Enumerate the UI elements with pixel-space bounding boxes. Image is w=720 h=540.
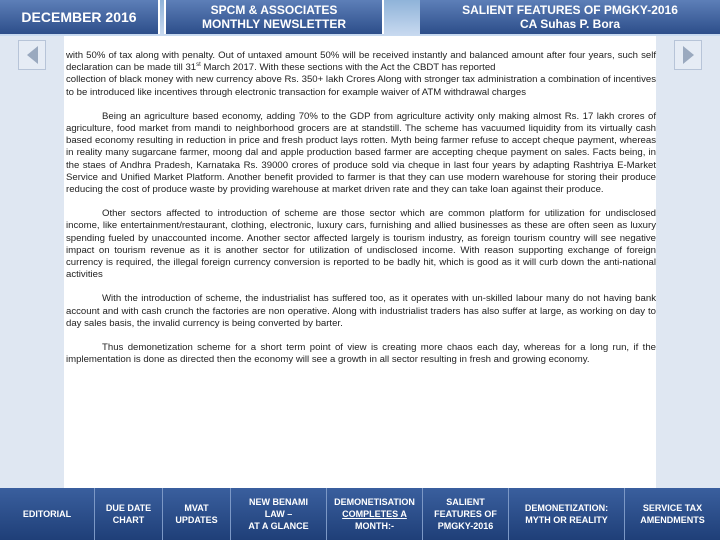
newsletter-title-line2: MONTHLY NEWSLETTER	[201, 17, 346, 31]
nav-mvat-label-2: UPDATES	[175, 515, 218, 525]
paragraph-1-sup: st	[196, 62, 201, 69]
nav-benami-label-1: NEW BENAMI	[248, 497, 308, 507]
paragraph-3: Other sectors affected to introduction of scheme are those sector which are common platform for utilization for undisclosed income, like entertainment/restaurant, clothing, electronic, luxury cars, furnishing and allied businesses as these are often seen as luxury spending fueled by unaccounted income. Another sector affected largely is tourism industry, as foreign tourism country will see negative impact on tourism revenue as it is another sector for utilization of undisclosed income. With reason supporting exchange of foreign currency is required, the illegal foreign currency conversion is reported to be badly hit, which is good as it will curb down the anti-national activities	[66, 208, 656, 281]
nav-editorial[interactable]	[0, 488, 94, 540]
paragraph-1-part-a: with 50% of tax along with penalty. Out of untaxed amount 50% will be received instantly and balanced amount after four years, such self declaration can be made till 31	[66, 50, 656, 74]
nav-due-date-label-2: CHART	[112, 515, 145, 525]
paragraph-2: Being an agriculture based economy, adding 70% to the GDP from agriculture activity only making almost Rs. 17 lakh crores of agriculture, food market from mandi to neighborhood grocers are at standstill. The scheme has vacuumed liquidity from its virtually cash based economy resulting in reduction in price and fresh product lays rotten. Myth being farmer refuse to accept cheque payment, whereas in reality many sugarcane farmer, moong dal and apple production based farmer are accepting cheque payment on sales. Facts being, in the staes of Andhra Pradesh, Karnataka Rs. 39000 crores of produce sold via cheque in last four years by adapting Rashtriya E-Market Service and Unified Market Platform. Another benefit provided to farmer is that they can use modern warehouse for storing their produce reducing the cost of produce waste by providing warehouse at market driven rate and they can take loan against their produce.	[66, 110, 656, 196]
article-title	[420, 0, 720, 34]
nav-service-tax-label-1: SERVICE TAX	[642, 503, 703, 513]
right-side-panel	[656, 36, 720, 488]
article-body	[66, 50, 656, 378]
nav-demonetisation-label-1: DEMONETISATION	[334, 497, 415, 507]
nav-benami-label-2: LAW –	[264, 509, 293, 519]
nav-demonetisation-label-3: MONTH:-	[355, 521, 394, 531]
paragraph-4: With the introduction of scheme, the industrialist has suffered too, as it operates with un-skilled labour many do not having bank account and with cash crunch the factories are non operative. Along with industrialist traders has also suffer at large, as working on day to day sales basis, the invalid currency is being converted by barter.	[66, 293, 656, 329]
nav-service-tax-amendments[interactable]	[624, 488, 720, 540]
header-bar	[0, 0, 720, 36]
nav-salient-label-2: FEATURES OF	[434, 509, 497, 519]
newsletter-title-line1: SPCM & ASSOCIATES	[210, 3, 338, 17]
previous-page-button[interactable]	[18, 40, 46, 70]
paragraph-1	[66, 50, 656, 99]
issue-month	[0, 0, 160, 34]
paragraph-1-part-c: collection of black money with new currency above Rs. 350+ lakh Crores Along with stronger tax administration a combination of incentives to be introduced like incentives through electronic transaction for example waiver of ATM withdrawal charges	[66, 74, 656, 98]
nav-salient-label-3: PMGKY-2016	[437, 521, 494, 531]
nav-demonetization-myth[interactable]	[508, 488, 624, 540]
nav-due-date-label-1: DUE DATE	[105, 503, 152, 513]
nav-new-benami-law[interactable]	[230, 488, 326, 540]
nav-demonetisation-label-2: COMPLETES A	[342, 509, 407, 519]
nav-myth-label-1: DEMONETIZATION:	[524, 503, 609, 513]
arrow-left-icon	[27, 46, 38, 64]
nav-salient-label-1: SALIENT	[446, 497, 485, 507]
nav-editorial-label: EDITORIAL	[22, 509, 72, 519]
arrow-right-icon	[683, 46, 694, 64]
article-title-line1: SALIENT FEATURES OF PMGKY-2016	[462, 3, 678, 17]
left-side-panel	[0, 36, 64, 488]
next-page-button[interactable]	[674, 40, 702, 70]
issue-month-text: DECEMBER 2016	[21, 9, 137, 25]
nav-myth-label-2: MYTH OR REALITY	[525, 515, 608, 525]
nav-due-date-chart[interactable]	[94, 488, 162, 540]
article-author: CA Suhas P. Bora	[519, 17, 621, 31]
nav-mvat-label-1: MVAT	[184, 503, 209, 513]
newsletter-title	[164, 0, 384, 34]
nav-demonetisation-month[interactable]	[326, 488, 422, 540]
nav-mvat-updates[interactable]	[162, 488, 230, 540]
nav-benami-label-3: AT A GLANCE	[248, 521, 309, 531]
nav-service-tax-label-2: AMENDMENTS	[640, 515, 705, 525]
nav-salient-features[interactable]	[422, 488, 508, 540]
paragraph-1-part-b: March 2017. With these sections with the Act the CBDT has reported	[200, 62, 496, 74]
footer-nav	[0, 488, 720, 540]
paragraph-5: Thus demonetization scheme for a short term point of view is creating more chaos each day, whereas for a long run, if the implementation is done as directed then the economy will see a growth in all sector resulting in fresh and growing economy.	[66, 342, 656, 366]
